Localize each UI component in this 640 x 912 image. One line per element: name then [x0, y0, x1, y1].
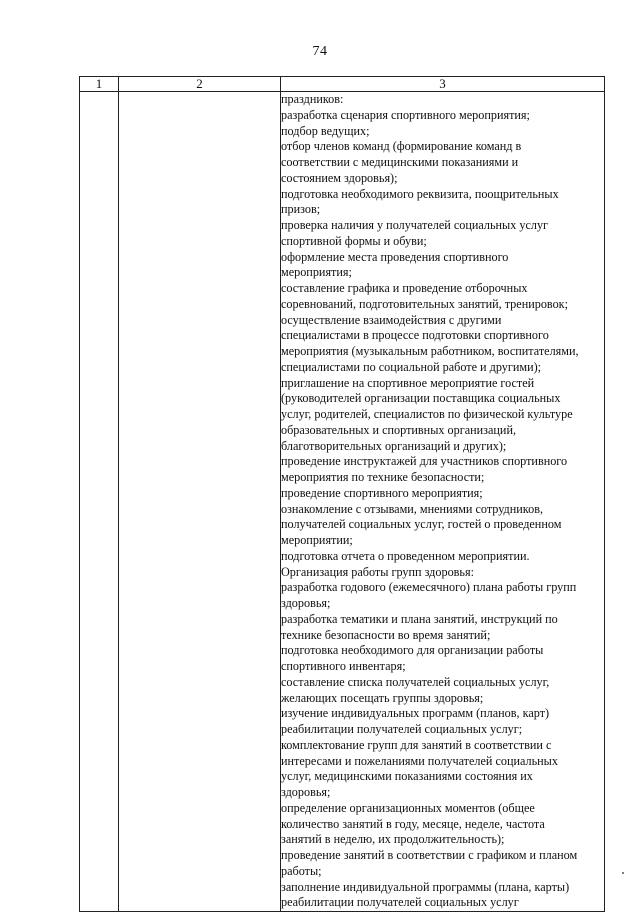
text-line: праздников: — [281, 92, 344, 106]
text-line: проведение инструктажей для участников спортивного — [281, 454, 568, 469]
text-line: спортивного инвентаря; — [281, 659, 406, 673]
text-line: занятий в неделю, их продолжительность); — [281, 832, 505, 847]
text-line: заполнение индивидуальной программы (плана, карты) — [281, 879, 570, 894]
text-line: проведение занятий в соответствии с графиком и планом — [281, 848, 578, 862]
text-line: проверка наличия у получателей социальных услуг — [281, 218, 549, 232]
table-row — [80, 92, 605, 912]
table-header-row — [80, 77, 605, 92]
text-line: мероприятия (музыкальным работником, воспитателями, — [281, 344, 579, 358]
text-line: работы; — [281, 863, 322, 878]
text-line: оформление места проведения спортивного — [281, 249, 509, 264]
text-line: подготовка необходимого реквизита, поощрительных — [281, 186, 559, 201]
text-line: благотворительных организаций и других); — [281, 438, 507, 453]
text-line: спортивной формы и обуви; — [281, 233, 427, 248]
text-line: реабилитации получателей социальных услуг; — [281, 722, 523, 736]
text-line: осуществление взаимодействия с другими — [281, 312, 502, 327]
text-line: разработка годового (ежемесячного) плана работы групп — [281, 580, 577, 595]
text-line: Организация работы групп здоровья: — [281, 564, 474, 579]
text-line: желающих посещать группы здоровья; — [281, 690, 484, 705]
text-line: составление списка получателей социальных услуг, — [281, 674, 550, 689]
text-line: подбор ведущих; — [281, 123, 370, 138]
text-line: получателей социальных услуг, гостей о проведенном — [281, 517, 562, 532]
text-line: призов; — [281, 202, 321, 217]
text-line: (руководителей организации поставщика социальных — [281, 391, 561, 406]
text-line: мероприятия по технике безопасности; — [281, 470, 485, 484]
text-line: здоровья; — [281, 596, 331, 610]
text-line: технике безопасности во время занятий; — [281, 627, 491, 642]
page-number: 74 — [312, 44, 328, 59]
text-line: услуг, родителей, специалистов по физической культуре — [281, 407, 573, 421]
text-line: подготовка отчета о проведенном мероприятии. — [281, 548, 530, 563]
cell-column-3 — [281, 92, 605, 912]
text-line: состоянием здоровья); — [281, 170, 398, 185]
scan-artifact — [622, 872, 624, 874]
column-header-3: 3 — [281, 77, 605, 92]
text-line: отбор членов команд (формирование команд в — [281, 139, 522, 154]
text-line: разработка сценария спортивного мероприятия; — [281, 107, 530, 122]
column-header-2: 2 — [119, 77, 281, 92]
text-line: соответствии с медицинскими показаниями и — [281, 155, 519, 169]
text-line: количество занятий в году, месяце, неделе, частота — [281, 816, 545, 831]
text-line: комплектование групп для занятий в соответствии с — [281, 737, 552, 752]
text-line: образовательных и спортивных организаций, — [281, 422, 517, 437]
text-line: подготовка необходимого для организации работы — [281, 643, 544, 658]
text-line: услуг, медицинскими показаниями состояния их — [281, 769, 533, 784]
content-table — [79, 76, 605, 912]
text-line: мероприятия; — [281, 265, 352, 280]
text-line: ознакомление с отзывами, мнениями сотрудников, — [281, 501, 543, 516]
column-header-1: 1 — [80, 77, 119, 92]
text-line: реабилитации получателей социальных услуг — [281, 895, 519, 910]
cell-column-1 — [80, 92, 119, 912]
text-line: приглашение на спортивное мероприятие гостей — [281, 375, 535, 390]
text-line: разработка тематики и плана занятий, инструкций по — [281, 611, 558, 626]
text-line: специалистами по социальной работе и другими); — [281, 359, 542, 374]
text-line: изучение индивидуальных программ (планов, карт) — [281, 706, 550, 721]
text-line: мероприятии; — [281, 533, 353, 547]
text-line: составление графика и проведение отборочных — [281, 281, 528, 295]
text-line: проведение спортивного мероприятия; — [281, 485, 483, 500]
cell-column-2 — [119, 92, 281, 912]
text-line: специалистами в процессе подготовки спортивного — [281, 328, 549, 343]
text-line: интересами и пожеланиями получателей социальных — [281, 753, 558, 768]
text-line: соревнований, подготовительных занятий, тренировок; — [281, 296, 568, 311]
cell-text-lines — [281, 92, 604, 911]
text-line: здоровья; — [281, 785, 331, 799]
text-line: определение организационных моментов (общее — [281, 800, 535, 815]
